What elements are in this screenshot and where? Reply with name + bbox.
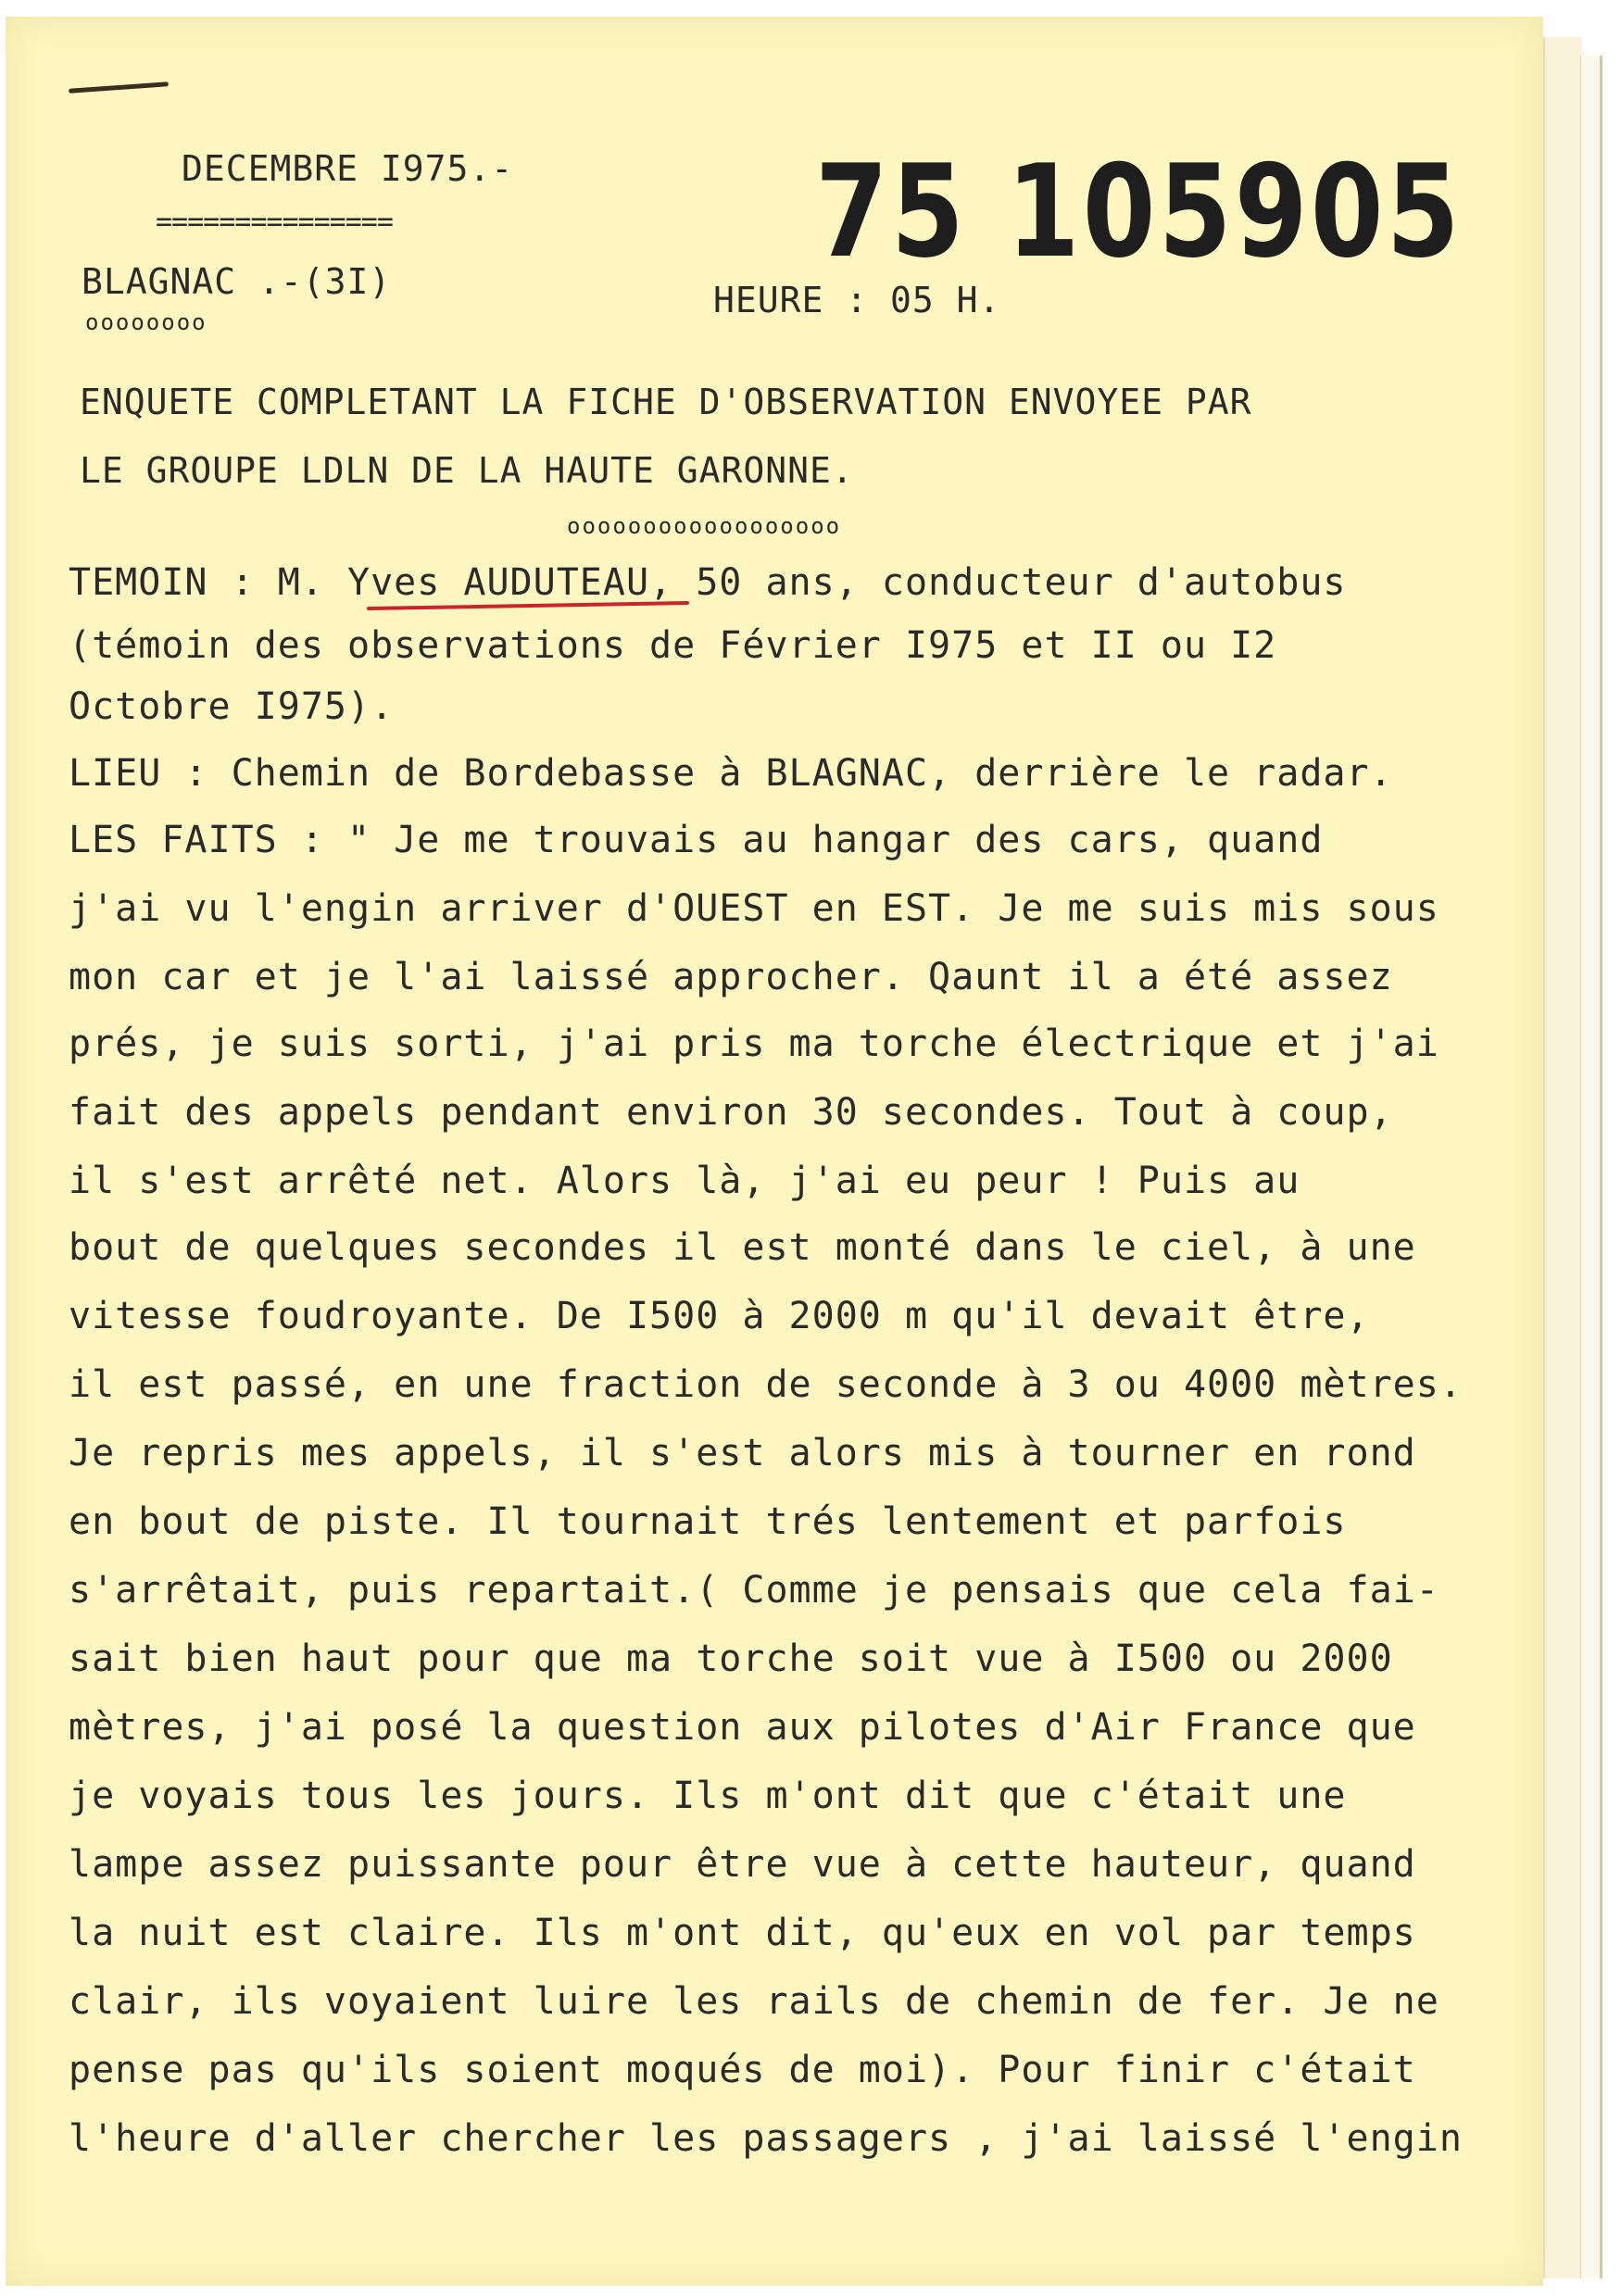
text-line: LIEU : Chemin de Bordebasse à BLAGNAC, derrière le radar. <box>69 752 1393 795</box>
text-line: la nuit est claire. Ils m'ont dit, qu'eux en vol par temps <box>69 1912 1416 1954</box>
intro-underline: oooooooooooooooooo <box>567 513 842 539</box>
text-line: s'arrêtait, puis repartait.( Comme je pensais que cela fai- <box>69 1569 1439 1612</box>
sheet-edge <box>1543 37 1582 2278</box>
date-underline: =============== <box>156 206 393 238</box>
text-line: (témoin des observations de Février I975 et II ou I2 <box>69 624 1277 667</box>
text-line: vitesse foudroyante. De I500 à 2000 m qu'il devait être, <box>69 1295 1370 1337</box>
observation-time: HEURE : 05 H. <box>713 280 1001 320</box>
text-line: clair, ils voyaient luire les rails de chemin de fer. Je ne <box>69 1980 1439 2023</box>
text-line: j'ai vu l'engin arriver d'OUEST en EST. Je me suis mis sous <box>69 887 1439 930</box>
text-line: sait bien haut pour que ma torche soit vue à I500 ou 2000 <box>69 1637 1393 1680</box>
text-line: fait des appels pendant environ 30 secondes. Tout à coup, <box>69 1091 1393 1134</box>
intro-line-2: LE GROUPE LDLN DE LA HAUTE GARONNE. <box>80 450 854 491</box>
text-line: Je repris mes appels, il s'est alors mis à tourner en rond <box>69 1432 1416 1474</box>
text-line: TEMOIN : M. Yves AUDUTEAU, 50 ans, conducteur d'autobus <box>69 561 1347 604</box>
text-line: il s'est arrêté net. Alors là, j'ai eu peur ! Puis au <box>69 1160 1301 1202</box>
text-line: Octobre I975). <box>69 685 395 728</box>
intro-line-1: ENQUETE COMPLETANT LA FICHE D'OBSERVATION ENVOYEE PAR <box>80 382 1252 422</box>
text-line: mètres, j'ai posé la question aux pilotes d'Air France que <box>69 1706 1416 1749</box>
text-line: mon car et je l'ai laissé approcher. Qaunt il a été assez <box>69 956 1393 998</box>
text-line: LES FAITS : " Je me trouvais au hangar des cars, quand <box>69 819 1324 861</box>
document-date: DECEMBRE I975.- <box>182 148 514 189</box>
text-line: bout de quelques secondes il est monté dans le ciel, à une <box>69 1226 1416 1269</box>
stamped-reference-number: 75 105905 <box>815 137 1463 286</box>
location-underline: oooooooo <box>85 309 207 335</box>
text-line: en bout de piste. Il tournait trés lentement et parfois <box>69 1500 1347 1543</box>
text-line: pense pas qu'ils soient moqués de moi). Pour finir c'était <box>69 2049 1416 2091</box>
text-line: lampe assez puissante pour être vue à cette hauteur, quand <box>69 1843 1416 1886</box>
sheet-edge-back <box>1580 56 1602 2278</box>
location-heading: BLAGNAC .-(3I) <box>82 261 392 302</box>
text-line: il est passé, en une fraction de seconde à 3 ou 4000 mètres. <box>69 1363 1463 1406</box>
text-line: je voyais tous les jours. Ils m'ont dit que c'était une <box>69 1775 1347 1817</box>
text-line: prés, je suis sorti, j'ai pris ma torche électrique et j'ai <box>69 1023 1439 1065</box>
text-line: l'heure d'aller chercher les passagers , j'ai laissé l'engin <box>69 2117 1463 2160</box>
